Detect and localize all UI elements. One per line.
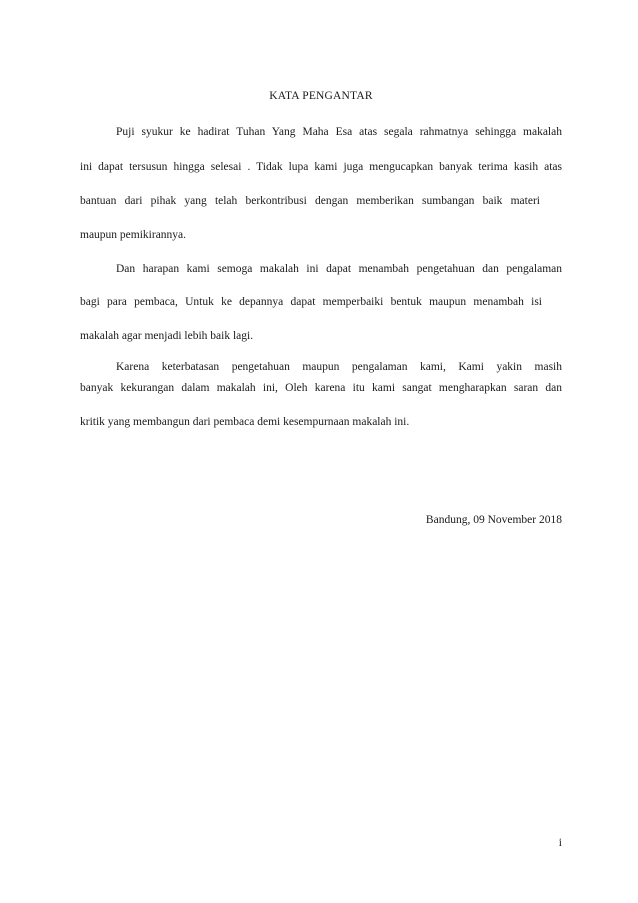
paragraph-1-line-2: ini dapat tersusun hingga selesai . Tidak lupa kami juga mengucapkan banyak terima kasih atas xyxy=(80,161,562,173)
paragraph-2-line-2: bagi para pembaca, Untuk ke depannya dapat memperbaiki bentuk maupun menambah isi xyxy=(80,296,542,308)
signature-place-date: Bandung, 09 November 2018 xyxy=(425,514,562,526)
paragraph-3-line-3: kritik yang membangun dari pembaca demi kesempurnaan makalah ini. xyxy=(80,416,410,428)
paragraph-1-line-4: maupun pemikirannya. xyxy=(80,229,187,241)
paragraph-3-line-1: Karena keterbatasan pengetahuan maupun pengalaman kami, Kami yakin masih xyxy=(116,361,562,373)
paragraph-2-line-3: makalah agar menjadi lebih baik lagi. xyxy=(80,330,254,342)
paragraph-1-line-3: bantuan dari pihak yang telah berkontribusi dengan memberikan sumbangan baik materi xyxy=(80,195,540,207)
paragraph-1-line-1: Puji syukur ke hadirat Tuhan Yang Maha Esa atas segala rahmatnya sehingga makalah xyxy=(116,126,562,138)
page-number: i xyxy=(558,837,562,849)
paragraph-2-line-1: Dan harapan kami semoga makalah ini dapat menambah pengetahuan dan pengalaman xyxy=(116,263,562,275)
page-title: KATA PENGANTAR xyxy=(269,90,373,102)
paragraph-3-line-2: banyak kekurangan dalam makalah ini, Oleh karena itu kami sangat mengharapkan saran dan xyxy=(80,382,562,394)
